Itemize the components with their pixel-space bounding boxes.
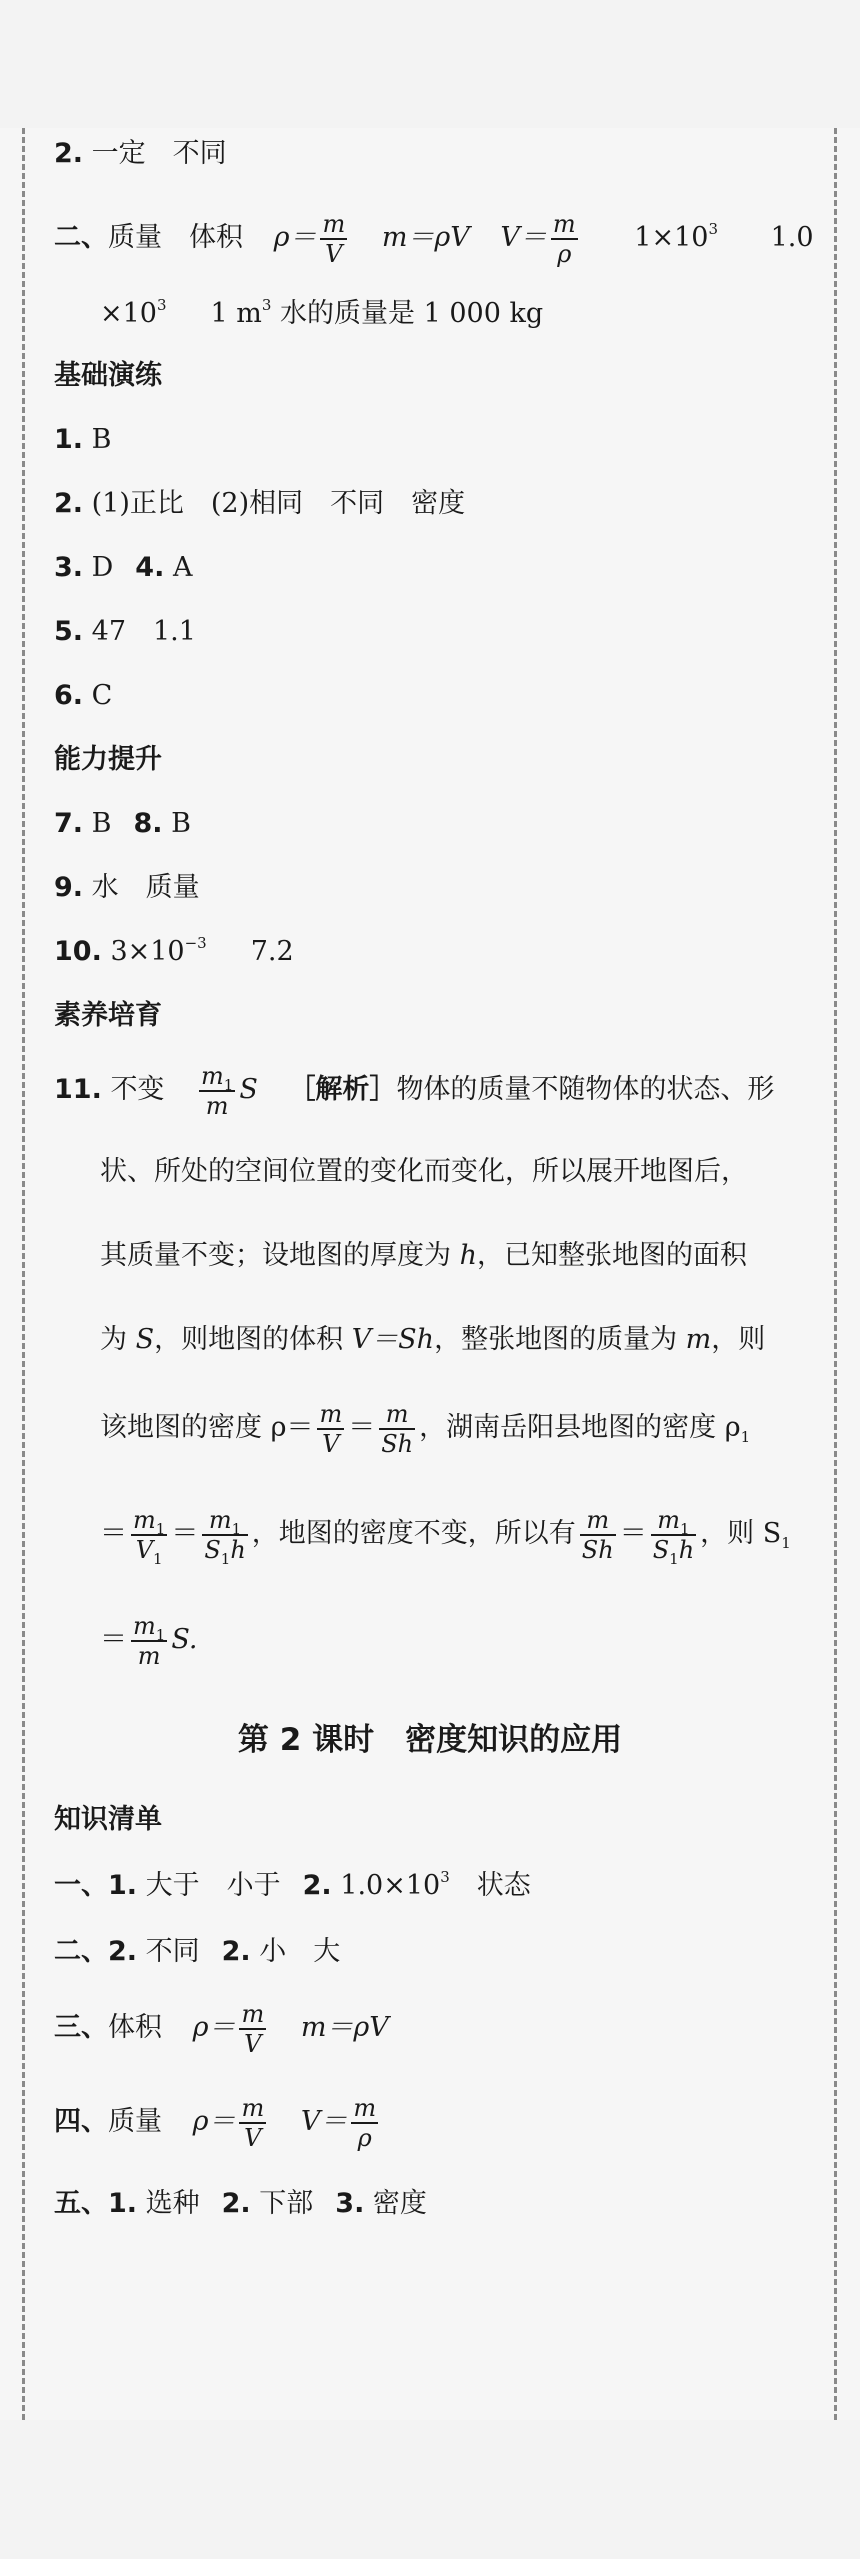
answer-text: B xyxy=(171,808,191,839)
answer-line-section-2 xyxy=(54,200,814,276)
item-number: 1. xyxy=(108,2188,138,2219)
item-number: 2. xyxy=(221,2188,251,2219)
fraction-m-over-Sh xyxy=(580,1506,616,1564)
denominator: ρ xyxy=(557,239,572,268)
analysis-text: 其质量不变；设地图的厚度为 xyxy=(100,1240,460,1271)
denominator: V xyxy=(325,239,343,268)
denominator: V xyxy=(322,1429,340,1458)
analysis-text: ，则 xyxy=(711,1324,766,1355)
item-number: 9. xyxy=(54,872,84,903)
answer-line-5 xyxy=(54,612,196,652)
section-prefix: 三、 xyxy=(54,2012,108,2043)
answer-line-2 xyxy=(54,484,465,524)
top-margin xyxy=(0,0,860,128)
subscript: 1 xyxy=(680,1519,690,1538)
analysis-text: 状、所处的空间位置的变化而变化，所以展开地图后， xyxy=(100,1156,748,1187)
fraction-m1-over-S1h xyxy=(651,1505,696,1568)
subscript: 1 xyxy=(220,1549,231,1568)
denominator: m xyxy=(205,1091,229,1120)
analysis-text: ，整张地图的质量为 xyxy=(434,1324,686,1355)
item-number: 2. xyxy=(221,1936,251,1967)
fraction-m-over-rho xyxy=(351,2094,378,2152)
item-number: 2. xyxy=(54,488,84,519)
answer-text: 大于 小于 xyxy=(145,1870,281,1901)
denominator: V xyxy=(244,2029,262,2058)
heading-ability-improvement: 能力提升 xyxy=(54,744,162,775)
answer-line-continuation xyxy=(100,294,543,334)
item-number: 4. xyxy=(135,552,165,583)
numerator: m xyxy=(319,1399,343,1428)
item-number: 11. xyxy=(54,1074,102,1105)
denominator: Sh xyxy=(581,1535,614,1564)
item-number: 5. xyxy=(54,616,84,647)
answer-text: D xyxy=(91,552,114,583)
answer-text: B xyxy=(91,424,112,455)
numerator: m xyxy=(580,1506,616,1536)
formula-rho: ρ＝ xyxy=(192,2106,236,2137)
analysis-line xyxy=(100,1236,747,1276)
item-number: 2. xyxy=(54,138,84,169)
V-symbol: V xyxy=(135,1535,154,1564)
answer-text: 水 质量 xyxy=(91,872,200,903)
value: 1×10 xyxy=(634,222,709,253)
formula: ＝Sh xyxy=(371,1324,435,1355)
analysis-text: ，地图的密度不变，所以有 xyxy=(251,1518,576,1549)
symbol-S: S xyxy=(135,1324,155,1355)
numerator: m xyxy=(552,209,576,238)
denominator: m xyxy=(137,1641,161,1670)
section-prefix: 一、 xyxy=(54,1870,108,1901)
answer-text: 质量 体积 xyxy=(108,222,243,253)
denominator: Sh xyxy=(381,1429,414,1458)
item-number: 8. xyxy=(133,808,163,839)
item-number: 2. xyxy=(108,1936,138,1967)
analysis-text: ，则 S xyxy=(700,1518,782,1549)
knowledge-line-3 xyxy=(54,1990,389,2066)
value: 1 m xyxy=(210,298,262,329)
numerator: m xyxy=(379,1400,415,1430)
fraction-m-over-V xyxy=(317,1400,344,1458)
answer-text: 下部 xyxy=(259,2188,314,2219)
fraction-m-over-V xyxy=(239,2000,266,2058)
denominator: V xyxy=(244,2123,262,2152)
exponent: −3 xyxy=(184,934,207,952)
item-number: 1. xyxy=(54,424,84,455)
left-dashed-rule xyxy=(22,128,25,2420)
h-symbol: h xyxy=(230,1535,246,1564)
exponent: 3 xyxy=(440,1868,450,1886)
m-symbol: m xyxy=(201,1061,224,1090)
item-number: 7. xyxy=(54,808,84,839)
lesson-title: 第 2 课时 密度知识的应用 xyxy=(237,1722,623,1758)
fraction-m1-over-S1h xyxy=(202,1505,247,1568)
answer-text: A xyxy=(172,552,193,583)
knowledge-line-4 xyxy=(54,2084,382,2160)
knowledge-line-2 xyxy=(54,1932,340,1972)
section-prefix: 二、 xyxy=(54,222,108,253)
answer-line-7-8 xyxy=(54,804,191,844)
numerator: m xyxy=(353,2093,377,2122)
subscript: 1 xyxy=(153,1549,163,1568)
denominator: ρ xyxy=(357,2123,372,2152)
analysis-text: ，则地图的体积 xyxy=(154,1324,352,1355)
answer-text: 水的质量是 1 000 kg xyxy=(271,298,544,329)
knowledge-line-1 xyxy=(54,1866,531,1906)
value: 1.0 xyxy=(770,222,814,253)
analysis-line xyxy=(100,1320,765,1360)
numerator: m xyxy=(322,209,346,238)
exponent: 3 xyxy=(261,296,272,314)
subscript: 1 xyxy=(155,1519,166,1538)
fraction-m-over-Sh xyxy=(379,1400,415,1458)
m-symbol: m xyxy=(657,1505,681,1534)
answer-text: 选种 xyxy=(145,2188,200,2219)
item-number: 10. xyxy=(54,936,102,967)
answer-text: C xyxy=(91,680,113,711)
analysis-text: ，湖南岳阳县地图的密度 ρ xyxy=(419,1412,741,1443)
answer-text: 状态 xyxy=(449,1870,531,1901)
answer-line-2 xyxy=(54,134,227,174)
heading-basic-practice: 基础演练 xyxy=(54,360,162,391)
symbol-m: m xyxy=(685,1324,712,1355)
answer-text: 不同 xyxy=(145,1936,200,1967)
answer-text: 1.0×10 xyxy=(340,1870,441,1901)
subscript: 1 xyxy=(740,1428,751,1446)
section-prefix: 二、 xyxy=(54,1936,108,1967)
analysis-text: S. xyxy=(171,1624,198,1655)
subscript: 1 xyxy=(781,1534,791,1552)
section-prefix: 五、 xyxy=(54,2188,108,2219)
answer-text: 密度 xyxy=(372,2188,427,2219)
answer-text: 一定 不同 xyxy=(91,138,227,169)
answer-text: 47 1.1 xyxy=(91,616,196,647)
subscript: 1 xyxy=(231,1519,242,1538)
heading-literacy-cultivation: 素养培育 xyxy=(54,1000,162,1031)
subscript: 1 xyxy=(155,1625,166,1644)
exponent: 3 xyxy=(708,220,718,238)
numerator: m xyxy=(241,1999,265,2028)
answer-text: 3×10 xyxy=(110,936,185,967)
numerator: m xyxy=(241,2093,265,2122)
fraction-m-over-V xyxy=(320,210,347,268)
heading-knowledge-list: 知识清单 xyxy=(54,1804,162,1835)
answer-text: 质量 xyxy=(108,2106,162,2137)
formula-mass: m＝ρV xyxy=(381,222,470,253)
answer-text: (1)正比 (2)相同 不同 密度 xyxy=(91,488,466,519)
answer-line-6 xyxy=(54,676,112,716)
item-number: 1. xyxy=(108,1870,138,1901)
answer-line-10 xyxy=(54,932,294,972)
analysis-text: 该地图的密度 ρ＝ xyxy=(100,1412,314,1443)
h-symbol: h xyxy=(678,1535,695,1564)
answer-line-3-4 xyxy=(54,548,192,588)
analysis-text: ，已知整张地图的面积 xyxy=(476,1240,747,1271)
fraction-m-over-V xyxy=(239,2094,266,2152)
knowledge-line-5 xyxy=(54,2184,427,2224)
answer-line-9 xyxy=(54,868,200,908)
symbol-h: h xyxy=(459,1240,477,1271)
answer-text: 不变 xyxy=(110,1074,165,1105)
formula-rho: ρ＝ xyxy=(273,222,317,253)
symbol-V: V xyxy=(351,1324,372,1355)
m-symbol: m xyxy=(133,1505,156,1534)
value: ×10 xyxy=(100,298,157,329)
answer-text: B xyxy=(91,808,112,839)
analysis-text: 物体的质量不随物体的状态、形 xyxy=(396,1074,775,1105)
formula-rho: ρ＝ xyxy=(192,2012,236,2043)
fraction-m-over-rho xyxy=(551,210,578,268)
analysis-text: 为 xyxy=(100,1324,136,1355)
analysis-line-density: 该地图的密度 ρ＝ $\frac{m}{V}$ ＝ $\frac{m}{Sh}$ ，湖南岳阳县地图的密度 $\rho_1$ xyxy=(100,1399,751,1458)
item-number: 3. xyxy=(335,2188,365,2219)
m-symbol: m xyxy=(208,1505,232,1534)
S-symbol: S xyxy=(652,1535,670,1564)
answer-text: 小 大 xyxy=(259,1936,341,1967)
answer-text: 7.2 xyxy=(250,936,294,967)
exponent: 3 xyxy=(156,296,167,314)
S-symbol: S xyxy=(204,1535,221,1564)
symbol-S: S xyxy=(239,1074,258,1105)
item-number: 6. xyxy=(54,680,84,711)
section-prefix: 四、 xyxy=(54,2106,108,2137)
analysis-line-ratio: ＝ $\frac{m_1}{V_1}$ ＝ $\frac{m_1}{S_1h}$ ，地图的密度不变，所以有 $\frac{m}{Sh}$ ＝ $\frac{m_1}{S_1h}$ ，则 $S_1$ xyxy=(100,1505,791,1568)
answer-text: 体积 xyxy=(108,2012,162,2043)
item-number: 2. xyxy=(302,1870,332,1901)
answer-line-11 xyxy=(54,1050,774,1130)
item-number: 3. xyxy=(54,552,84,583)
analysis-line-result: ＝ $\frac{m_1}{m}$ S. xyxy=(100,1611,198,1670)
bottom-margin xyxy=(0,2420,860,2559)
right-dashed-rule xyxy=(834,128,837,2420)
formula-volume: V＝ xyxy=(300,2106,348,2137)
subscript: 1 xyxy=(669,1549,679,1568)
formula-volume: V＝ xyxy=(500,222,547,253)
analysis-tag: ［解析］ xyxy=(288,1074,397,1105)
fraction-m1-over-m xyxy=(131,1612,167,1670)
answer-line-1 xyxy=(54,420,111,460)
formula-mass: m＝ρV xyxy=(300,2012,389,2043)
fraction-m1-over-m xyxy=(199,1062,235,1120)
fraction-m1-over-V1 xyxy=(131,1505,167,1568)
subscript: 1 xyxy=(223,1075,234,1094)
m-symbol: m xyxy=(133,1611,156,1640)
